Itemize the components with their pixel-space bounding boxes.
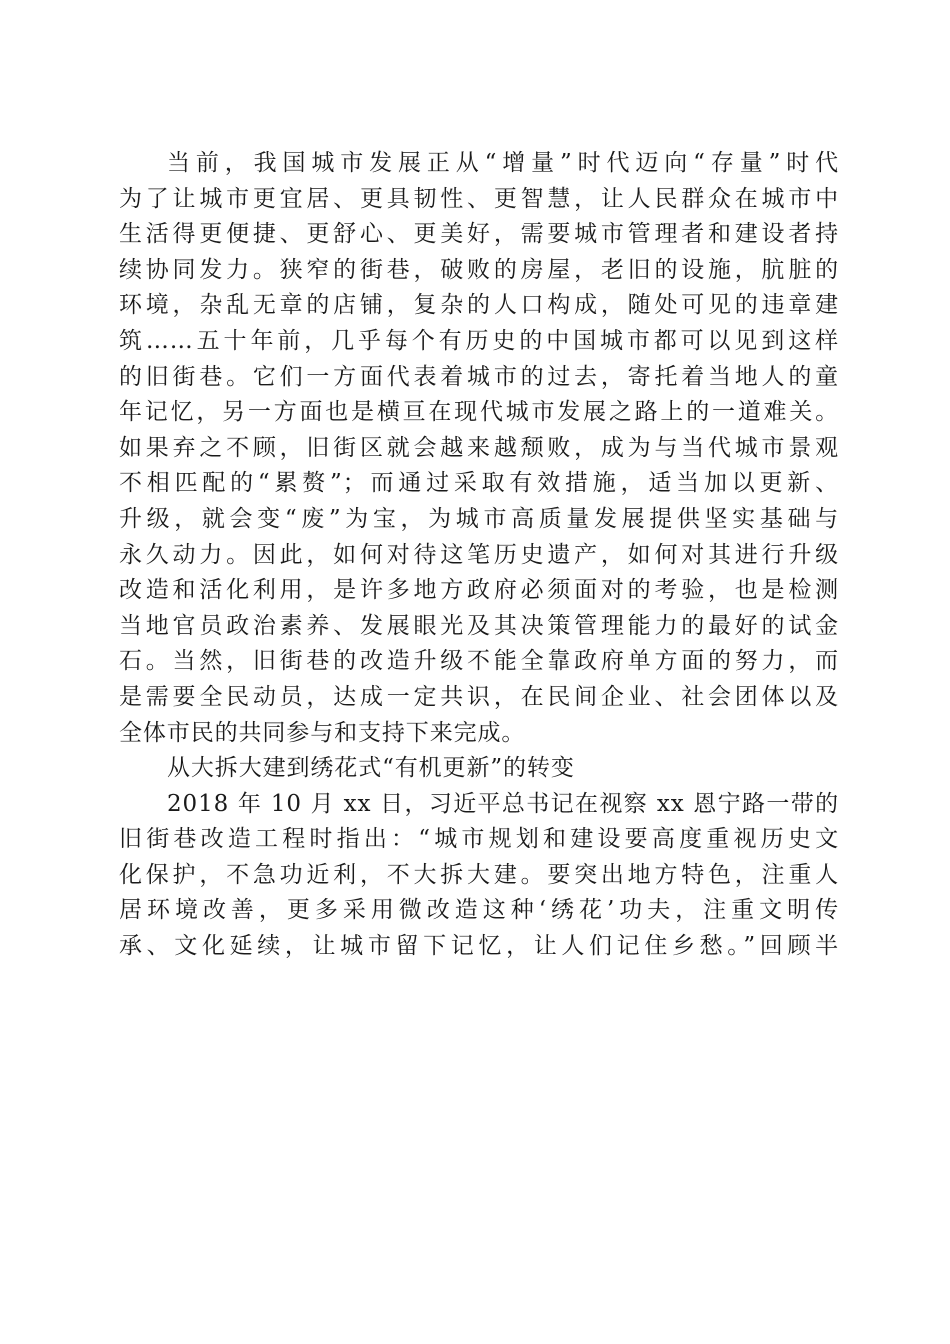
text-line: 承、文化延续，让城市留下记忆，让人们记住乡愁。”回顾半 — [119, 933, 839, 960]
text-line: 永久动力。因此，如何对待这笔历史遗产，如何对其进行升级 — [119, 541, 839, 568]
document-body — [119, 146, 839, 965]
text-line: 旧街巷改造工程时指出：“城市规划和建设要高度重视历史文 — [119, 826, 839, 853]
text-line: 是需要全民动员，达成一定共识，在民间企业、社会团体以及 — [119, 683, 839, 710]
text-line: 如果弃之不顾，旧街区就会越来越颓败，成为与当代城市景观 — [119, 434, 839, 461]
paragraph-1 — [119, 146, 839, 751]
text-line: 化保护，不急功近利，不大拆大建。要突出地方特色，注重人 — [119, 861, 839, 888]
section-heading: 从大拆大建到绣花式“有机更新”的转变 — [167, 755, 575, 782]
text-line: 年记忆，另一方面也是横亘在现代城市发展之路上的一道难关。 — [119, 399, 839, 426]
text-line: 当地官员政治素养、发展眼光及其决策管理能力的最好的试金 — [119, 612, 839, 639]
text-line: 的旧街巷。它们一方面代表着城市的过去，寄托着当地人的童 — [119, 363, 839, 390]
text-line: 环境，杂乱无章的店铺，复杂的人口构成，随处可见的违章建 — [119, 292, 839, 319]
text-line: 续协同发力。狭窄的街巷，破败的房屋，老旧的设施，肮脏的 — [119, 256, 839, 283]
text-line: 石。当然，旧街巷的改造升级不能全靠政府单方面的努力，而 — [119, 648, 839, 675]
text-line: 筑……五十年前，几乎每个有历史的中国城市都可以见到这样 — [119, 327, 839, 354]
text-line: 不相匹配的“累赘”；而通过采取有效措施，适当加以更新、 — [119, 470, 839, 497]
text-line: 升级，就会变“废”为宝，为城市高质量发展提供坚实基础与 — [119, 505, 839, 532]
text-line: 为了让城市更宜居、更具韧性、更智慧，让人民群众在城市中 — [119, 185, 839, 212]
paragraph-2 — [119, 787, 839, 965]
text-line: 当前，我国城市发展正从“增量”时代迈向“存量”时代 — [167, 150, 839, 176]
text-line: 居环境改善，更多采用微改造这种‘绣花’功夫，注重文明传 — [119, 897, 839, 924]
text-line: 改造和活化利用，是许多地方政府必须面对的考验，也是检测 — [119, 577, 839, 604]
text-line: 生活得更便捷、更舒心、更美好，需要城市管理者和建设者持 — [119, 221, 839, 248]
text-line: 2018 年 10 月 xx 日，习近平总书记在视察 xx 恩宁路一带的 — [167, 790, 839, 817]
text-line: 全体市民的共同参与和支持下来完成。 — [119, 719, 526, 746]
